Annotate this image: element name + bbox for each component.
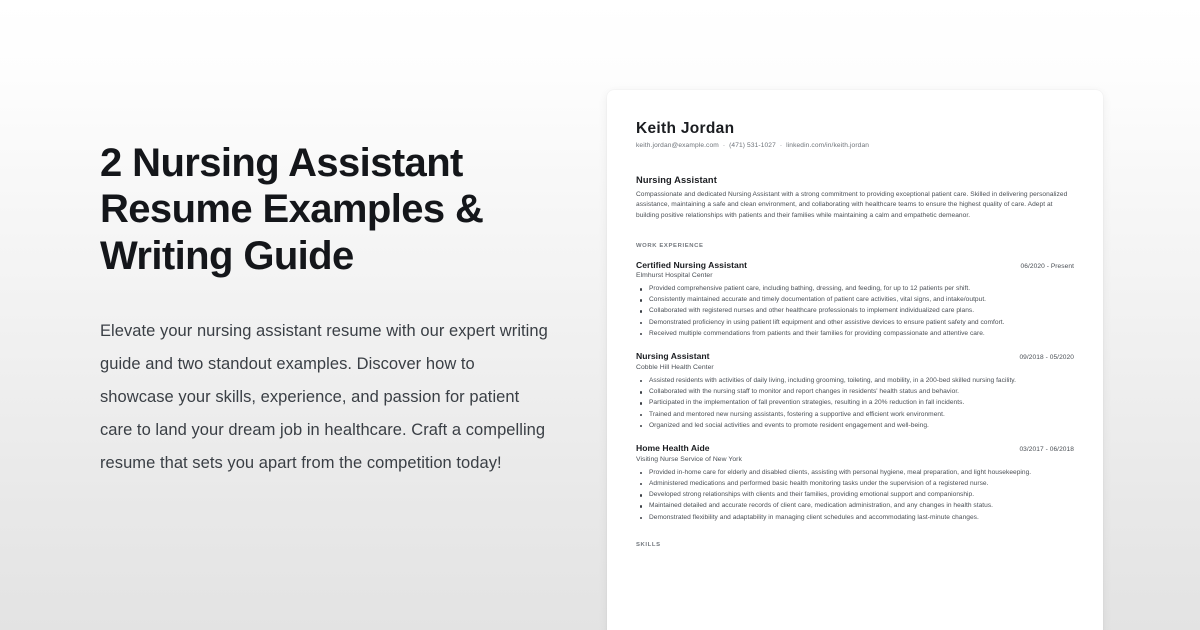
job-bullet: Participated in the implementation of fall prevention strategies, resulting in a 20% reduction in fall incidents. xyxy=(636,398,1074,409)
job-bullet: Consistently maintained accurate and timely documentation of patient care activities, vital signs, and intake/output. xyxy=(636,295,1074,306)
work-experience-entry xyxy=(636,351,1074,431)
job-bullet-list xyxy=(636,468,1074,523)
job-header xyxy=(636,443,1074,453)
work-experience-entry xyxy=(636,260,1074,340)
job-bullet: Organized and led social activities and events to promote resident engagement and well-being. xyxy=(636,421,1074,432)
section-label-work-experience: WORK EXPERIENCE xyxy=(636,242,704,249)
resume-linkedin: linkedin.com/in/keith.jordan xyxy=(786,142,870,150)
contact-separator-1: · xyxy=(722,142,726,150)
job-bullet: Trained and mentored new nursing assistants, fostering a supportive and efficient work environment. xyxy=(636,410,1074,421)
job-bullet: Collaborated with the nursing staff to monitor and report changes in residents' health status and behavior. xyxy=(636,387,1074,398)
job-title: Nursing Assistant xyxy=(636,351,710,362)
job-company: Visiting Nurse Service of New York xyxy=(636,455,742,463)
job-dates: 09/2018 - 05/2020 xyxy=(1019,354,1074,362)
resume-contact-line xyxy=(636,142,1074,151)
promo-column xyxy=(100,140,570,480)
resume-headline: Nursing Assistant xyxy=(636,174,717,185)
job-bullet: Developed strong relationships with clients and their families, providing emotional support and companionship. xyxy=(636,490,1074,501)
job-title: Certified Nursing Assistant xyxy=(636,259,748,270)
job-title: Home Health Aide xyxy=(636,443,710,454)
job-bullet: Demonstrated flexibility and adaptability in managing client schedules and accommodating last-minute changes. xyxy=(636,513,1074,524)
job-bullet: Received multiple commendations from patients and their families for providing compassionate and attentive care. xyxy=(636,329,1074,340)
job-bullet-list xyxy=(636,376,1074,431)
work-experience-entry xyxy=(636,443,1074,523)
resume-candidate-name: Keith Jordan xyxy=(636,120,735,137)
job-dates: 03/2017 - 06/2018 xyxy=(1019,446,1074,454)
resume-preview-card[interactable] xyxy=(607,90,1103,630)
resume-summary: Compassionate and dedicated Nursing Assistant with a strong commitment to providing exceptional patient care. Skilled in delivering personalized assistance, maintaining a safe and clean environment, and collaborating with healthcare teams to ensure the highest quality of care. Adept at building positive relationships with patients and their families while maintaining a calm and empathetic demeanor. xyxy=(636,190,1068,219)
job-company: Cobble Hill Health Center xyxy=(636,363,714,371)
contact-separator-2: · xyxy=(779,142,783,150)
job-company: Elmhurst Hospital Center xyxy=(636,272,713,280)
job-bullet: Demonstrated proficiency in using patient lift equipment and other assistive devices to ensure patient safety and comfort. xyxy=(636,318,1074,329)
job-header xyxy=(636,351,1074,361)
job-bullet: Assisted residents with activities of daily living, including grooming, toileting, and mobility, in a 200-bed skilled nursing facility. xyxy=(636,376,1074,387)
job-dates: 06/2020 - Present xyxy=(1020,262,1074,270)
resume-email: keith.jordan@example.com xyxy=(636,142,719,150)
section-label-skills: SKILLS xyxy=(636,542,661,549)
promo-description: Elevate your nursing assistant resume with our expert writing guide and two standout examples. Discover how to showcase your skills, experience, and passion for patient care to land your dream job in healthcare. Craft a compelling resume that sets you apart from the competition today! xyxy=(100,322,548,473)
job-bullet: Administered medications and performed basic health monitoring tasks under the supervision of a registered nurse. xyxy=(636,479,1074,490)
job-bullet-list xyxy=(636,284,1074,339)
job-bullet: Collaborated with registered nurses and other healthcare professionals to implement individualized care plans. xyxy=(636,306,1074,317)
job-bullet: Maintained detailed and accurate records of client care, medication administration, and any changes in health status. xyxy=(636,501,1074,512)
job-header xyxy=(636,260,1074,270)
job-bullet: Provided comprehensive patient care, including bathing, dressing, and feeding, for up to 12 patients per shift. xyxy=(636,284,1074,295)
job-bullet: Provided in-home care for elderly and disabled clients, assisting with personal hygiene, meal preparation, and light housekeeping. xyxy=(636,468,1074,479)
page-title: 2 Nursing Assistant Resume Examples & Writing Guide xyxy=(100,141,484,278)
resume-phone: (471) 531-1027 xyxy=(729,142,776,150)
